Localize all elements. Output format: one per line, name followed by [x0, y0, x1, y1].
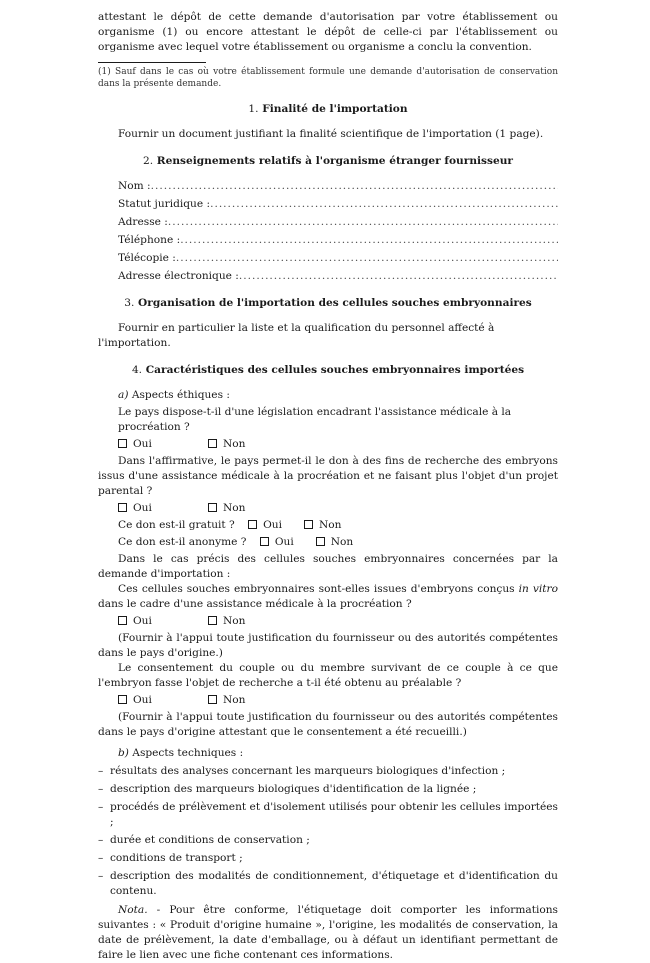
section-4-title: Caractéristiques des cellules souches embryonnaires importées [145, 364, 525, 376]
footnote-rule [98, 62, 206, 63]
option-non[interactable] [208, 437, 245, 452]
question-gratuit: Ce don est-il gratuit ? [118, 519, 239, 531]
subsection-a-title: Aspects éthiques : [128, 389, 230, 401]
question-don-recherche: Dans l'affirmative, le pays permet-il le don à des fins de recherche des embryons issus d'une assistance médicale à la procréation et ne faisant plus l'objet d'un projet parental ? [98, 455, 558, 497]
list-item-text: conditions de transport ; [110, 852, 243, 864]
option-oui[interactable] [118, 693, 208, 708]
question-in-vitro [98, 582, 558, 612]
section-2-heading [98, 154, 558, 169]
option-oui-label: Oui [133, 615, 152, 627]
intro-paragraph: attestant le dépôt de cette demande d'autorisation par votre établissement ou organisme (1) ou encore attestant le dépôt de celle-ci par l'établissement ou organisme avec lequel votre établissement ou organisme a conclu la convention. [98, 11, 558, 53]
section-4-heading [98, 363, 558, 378]
checkbox-icon[interactable] [260, 537, 269, 546]
subsection-b-title: Aspects techniques : [128, 747, 244, 759]
section-2-number: 2. [142, 155, 154, 167]
dash-glyph: – [98, 834, 104, 846]
question-anonyme: Ce don est-il anonyme ? [118, 536, 250, 548]
question-anonyme-row [98, 535, 558, 550]
field-telecopie[interactable] [98, 251, 558, 266]
section-3-heading [98, 296, 558, 311]
field-adresse-electronique[interactable] [98, 269, 558, 284]
checkbox-icon[interactable] [118, 503, 127, 512]
section-1-title: Finalité de l'importation [262, 103, 408, 115]
field-telecopie-dots [176, 251, 558, 266]
option-non[interactable] [208, 614, 245, 629]
dash-glyph: – [98, 870, 104, 882]
section-3-number: 3. [124, 297, 135, 309]
checkbox-icon[interactable] [208, 695, 217, 704]
note-consentement: (Fournir à l'appui toute justification du fournisseur ou des autorités compétentes dans le pays d'origine attestant que le consentement a été recueilli.) [98, 711, 558, 738]
option-oui-label: Oui [133, 502, 152, 514]
nota-text: - Pour être conforme, l'étiquetage doit comporter les informations suivantes : « Produit d'origine humaine », l'origine, les modalités de conservation, la date de prélèvement, la date d'emballage, ou à défaut un identifiant permettant de faire le lien avec une fiche contenant ces informations. [98, 904, 558, 961]
field-email-label: Adresse électronique : [118, 270, 239, 282]
field-nom-dots [151, 179, 558, 194]
field-adresse-label: Adresse : [118, 216, 168, 228]
list-item [98, 764, 558, 779]
option-oui-label: Oui [133, 694, 152, 706]
option-non[interactable] [208, 501, 245, 516]
question-consentement: Le consentement du couple ou du membre survivant de ce couple à ce que l'embryon fasse l'objet de recherche a t-il été obtenu au préalable ? [98, 662, 558, 689]
option-oui[interactable] [260, 535, 294, 550]
field-telephone-dots [180, 233, 558, 248]
section-3-title: Organisation de l'importation des cellules souches embryonnaires [138, 297, 532, 309]
subsection-a-heading [98, 388, 558, 403]
option-oui[interactable] [118, 501, 208, 516]
note-in-vitro: (Fournir à l'appui toute justification du fournisseur ou des autorités compétentes dans le pays d'origine.) [98, 632, 558, 659]
checkbox-icon[interactable] [208, 503, 217, 512]
list-item [98, 869, 558, 899]
dash-glyph: – [98, 852, 104, 864]
field-telephone[interactable] [98, 233, 558, 248]
checkbox-icon[interactable] [304, 520, 313, 529]
section-1-heading [98, 102, 558, 117]
option-oui-label: Oui [263, 519, 282, 531]
option-non-label: Non [223, 438, 246, 450]
nota-paragraph [98, 903, 558, 963]
option-non-label: Non [330, 536, 354, 548]
option-non-label: Non [223, 502, 246, 514]
section-4-number: 4. [131, 364, 143, 376]
dash-glyph: – [98, 801, 104, 813]
paragraph-cas-precis: Dans le cas précis des cellules souches embryonnaires concernées par la demande d'importation : [98, 553, 558, 580]
option-non[interactable] [316, 535, 353, 550]
option-oui[interactable] [118, 437, 208, 452]
field-adresse-dots [168, 215, 558, 230]
question-in-vitro-italic: in vitro [518, 583, 558, 595]
subsection-b-heading [98, 746, 558, 761]
options-in-vitro [98, 614, 558, 629]
checkbox-icon[interactable] [248, 520, 257, 529]
option-oui-label: Oui [274, 536, 294, 548]
section-2-title: Renseignements relatifs à l'organisme étranger fournisseur [156, 155, 514, 167]
footnote: (1) Sauf dans le cas où votre établissement formule une demande d'autorisation de conservation dans la présente demande. [98, 67, 558, 89]
option-non-label: Non [319, 519, 342, 531]
options-consentement [98, 693, 558, 708]
question-in-vitro-part1: Ces cellules souches embryonnaires sont-elles issues d'embryons conçus [118, 583, 519, 595]
checkbox-icon[interactable] [208, 616, 217, 625]
option-oui-label: Oui [133, 438, 152, 450]
options-don-recherche [98, 501, 558, 516]
question-gratuit-row [98, 518, 558, 533]
option-non-label: Non [223, 615, 246, 627]
list-item [98, 833, 558, 848]
field-nom-label: Nom : [118, 180, 151, 192]
options-legislation [98, 437, 558, 452]
option-non[interactable] [208, 693, 245, 708]
question-legislation: Le pays dispose-t-il d'une législation encadrant l'assistance médicale à la procréation ? [118, 406, 512, 433]
field-adresse[interactable] [98, 215, 558, 230]
list-item-text: description des modalités de conditionnement, d'étiquetage et d'identification du contenu. [110, 870, 558, 897]
subsection-a-label: a) [118, 389, 129, 401]
subsection-b-label: b) [118, 747, 129, 759]
checkbox-icon[interactable] [316, 537, 325, 546]
question-in-vitro-part2: dans le cadre d'une assistance médicale à la procréation ? [98, 598, 412, 610]
list-item [98, 851, 558, 866]
dash-glyph: – [98, 783, 104, 795]
list-item [98, 782, 558, 797]
section-1-number: 1. [248, 103, 259, 115]
checkbox-icon[interactable] [118, 616, 127, 625]
field-telecopie-label: Télécopie : [118, 252, 176, 264]
list-item-text: description des marqueurs biologiques d'identification de la lignée ; [110, 783, 477, 795]
checkbox-icon[interactable] [118, 695, 127, 704]
field-telephone-label: Téléphone : [118, 234, 181, 246]
list-item-text: résultats des analyses concernant les marqueurs biologiques d'infection ; [110, 765, 506, 777]
option-non[interactable] [304, 518, 341, 533]
option-oui[interactable] [118, 614, 208, 629]
list-item [98, 800, 558, 830]
spacer [98, 740, 558, 744]
dash-glyph: – [98, 765, 104, 777]
field-statut-juridique[interactable] [98, 197, 558, 212]
checkbox-icon[interactable] [208, 439, 217, 448]
option-oui[interactable] [248, 518, 282, 533]
section-1-text: Fournir un document justifiant la finalité scientifique de l'importation (1 page). [118, 128, 544, 140]
section-3-text: Fournir en particulier la liste et la qualification du personnel affecté à l'importation. [98, 322, 495, 349]
field-statut-label: Statut juridique : [118, 198, 211, 210]
field-email-dots [239, 269, 558, 284]
nota-label: Nota. [118, 904, 148, 916]
list-item-text: durée et conditions de conservation ; [110, 834, 310, 846]
checkbox-icon[interactable] [118, 439, 127, 448]
list-item-text: procédés de prélèvement et d'isolement utilisés pour obtenir les cellules importées ; [110, 801, 558, 828]
field-nom[interactable] [98, 179, 558, 194]
option-non-label: Non [223, 694, 246, 706]
field-statut-dots [210, 197, 558, 212]
